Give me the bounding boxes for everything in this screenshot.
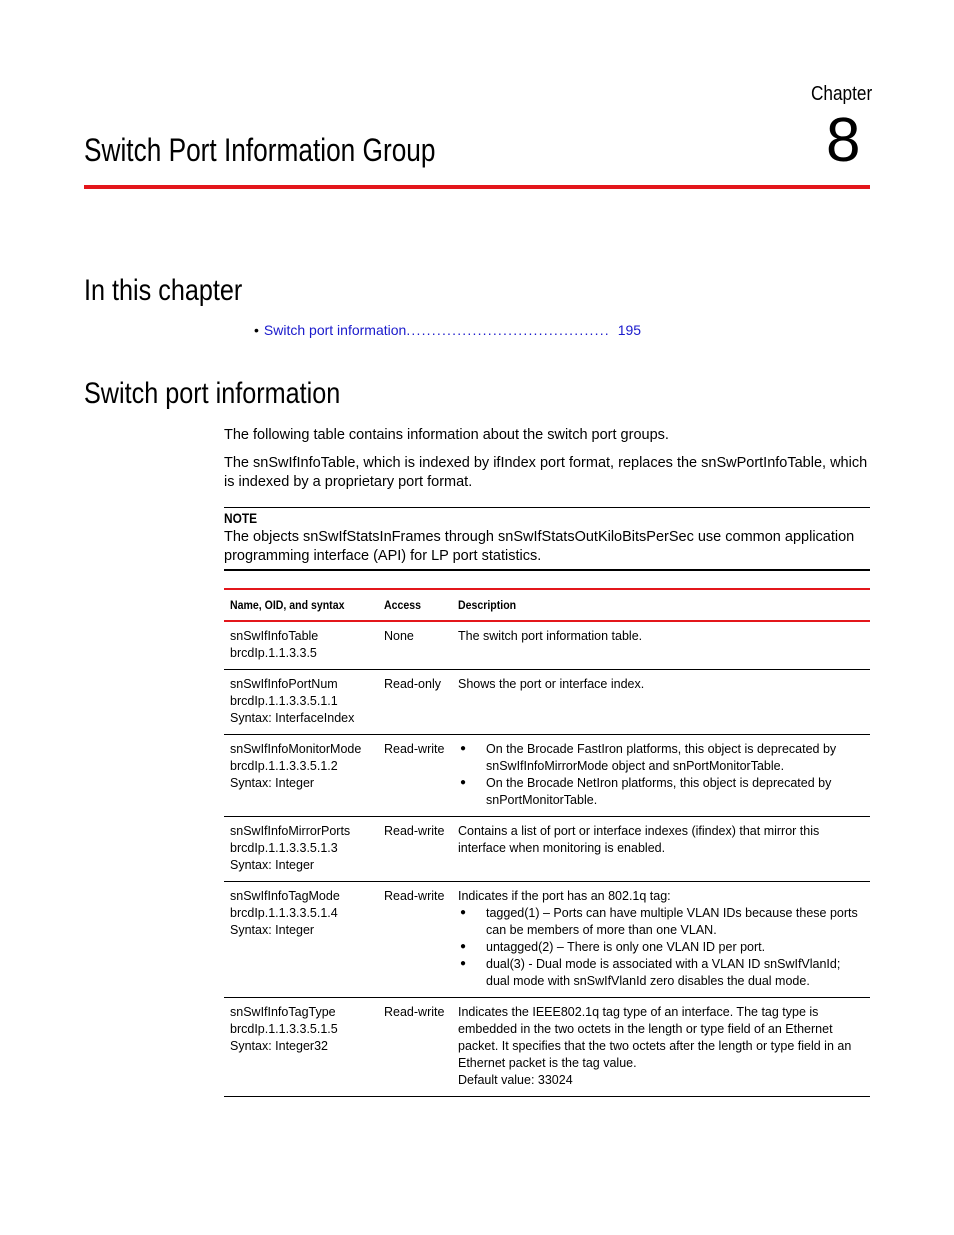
chapter-title: Switch Port Information Group <box>84 132 436 168</box>
name-cell <box>224 882 378 998</box>
object-oid: brcdIp.1.1.3.3.5 <box>230 646 317 660</box>
section-heading: Switch port information <box>84 377 341 410</box>
object-syntax: Syntax: Integer <box>230 776 315 790</box>
table-row <box>224 817 870 882</box>
intro-paragraph: The following table contains information about the switch port groups. <box>224 427 669 443</box>
object-oid: brcdIp.1.1.3.3.5.1.4 <box>230 906 338 920</box>
description-bullet-list <box>458 905 864 990</box>
object-name: snSwIfInfoMonitorMode <box>230 742 362 756</box>
note-text: The objects snSwIfStatsInFrames through snSwIfStatsOutKiloBitsPerSec use common application programming interface (API) for LP port statistics. <box>224 529 855 564</box>
name-cell <box>224 670 378 735</box>
default-value: Default value: 33024 <box>458 1073 573 1087</box>
note-label: NOTE <box>224 510 258 526</box>
object-oid: brcdIp.1.1.3.3.5.1.3 <box>230 841 338 855</box>
column-header-name: Name, OID, and syntax <box>230 598 345 612</box>
table-row <box>224 998 870 1097</box>
access-cell: Read-write <box>384 1005 445 1019</box>
column-header-description: Description <box>458 598 517 612</box>
column-header-access: Access <box>384 598 422 612</box>
object-name: snSwIfInfoMirrorPorts <box>230 824 351 838</box>
toc-page-number[interactable]: 195 <box>617 322 642 338</box>
replacement-paragraph: The snSwIfInfoTable, which is indexed by ifIndex port format, replaces the snSwPortInfoTable, which is indexed by a proprietary port format. <box>224 455 868 490</box>
name-cell <box>224 817 378 882</box>
name-cell <box>224 621 378 670</box>
description-text: Shows the port or interface index. <box>458 677 645 691</box>
toc-bullet: • <box>254 322 259 338</box>
note-top-rule <box>224 507 870 508</box>
description-text: Indicates if the port has an 802.1q tag: <box>458 889 671 903</box>
description-text: Indicates the IEEE802.1q tag type of an interface. The tag type is embedded in the two octets in the length or type field of an Ethernet packet. It specifies that the two octets after the length or type field in an Ethernet packet is the tag value. <box>458 1005 852 1070</box>
description-cell <box>452 998 870 1097</box>
toc-entry[interactable] <box>254 322 641 338</box>
access-cell: None <box>384 629 414 643</box>
note-bottom-rule <box>224 569 870 571</box>
access-cell: Read-only <box>384 677 441 691</box>
description-cell <box>452 817 870 882</box>
toc-leader-dots: ........................................ <box>406 322 610 338</box>
table-header-row <box>224 589 870 621</box>
access-cell: Read-write <box>384 742 445 756</box>
object-name: snSwIfInfoTagMode <box>230 889 340 903</box>
toc-link-text[interactable]: Switch port information <box>263 322 407 338</box>
in-this-chapter-heading: In this chapter <box>84 274 243 307</box>
bullet-item: ● tagged(1) – Ports can have multiple VLAN IDs because these ports can be members of more than one VLAN. <box>458 905 864 939</box>
description-text: The switch port information table. <box>458 629 643 643</box>
description-cell <box>452 735 870 817</box>
object-name: snSwIfInfoTable <box>230 629 319 643</box>
name-cell <box>224 998 378 1097</box>
object-syntax: Syntax: Integer <box>230 858 315 872</box>
object-syntax: Syntax: InterfaceIndex <box>230 711 355 725</box>
bullet-item: ● dual(3) - Dual mode is associated with a VLAN ID snSwIfVlanId; dual mode with snSwIfVlanId zero disables the dual mode. <box>458 956 864 990</box>
table-row <box>224 670 870 735</box>
table-row <box>224 735 870 817</box>
chapter-label: Chapter <box>811 83 873 105</box>
table-row <box>224 621 870 670</box>
mib-object-table <box>224 588 870 1097</box>
access-cell: Read-write <box>384 889 445 903</box>
chapter-title-rule <box>84 185 870 189</box>
bullet-item: ● untagged(2) – There is only one VLAN ID per port. <box>458 939 864 956</box>
object-name: snSwIfInfoTagType <box>230 1005 336 1019</box>
object-syntax: Syntax: Integer32 <box>230 1039 328 1053</box>
object-syntax: Syntax: Integer <box>230 923 315 937</box>
description-cell <box>452 882 870 998</box>
object-name: snSwIfInfoPortNum <box>230 677 338 691</box>
description-cell <box>452 621 870 670</box>
chapter-number: 8 <box>826 106 861 175</box>
description-bullet-list <box>458 741 864 809</box>
bullet-item: ● On the Brocade FastIron platforms, this object is deprecated by snSwIfInfoMirrorMode object and snPortMonitorTable. <box>458 741 864 775</box>
description-text: Contains a list of port or interface indexes (ifindex) that mirror this interface when monitoring is enabled. <box>458 824 820 855</box>
table-row <box>224 882 870 998</box>
name-cell <box>224 735 378 817</box>
access-cell: Read-write <box>384 824 445 838</box>
description-cell <box>452 670 870 735</box>
object-oid: brcdIp.1.1.3.3.5.1.5 <box>230 1022 338 1036</box>
bullet-item: ● On the Brocade NetIron platforms, this object is deprecated by snPortMonitorTable. <box>458 775 864 809</box>
object-oid: brcdIp.1.1.3.3.5.1.1 <box>230 694 338 708</box>
object-oid: brcdIp.1.1.3.3.5.1.2 <box>230 759 338 773</box>
